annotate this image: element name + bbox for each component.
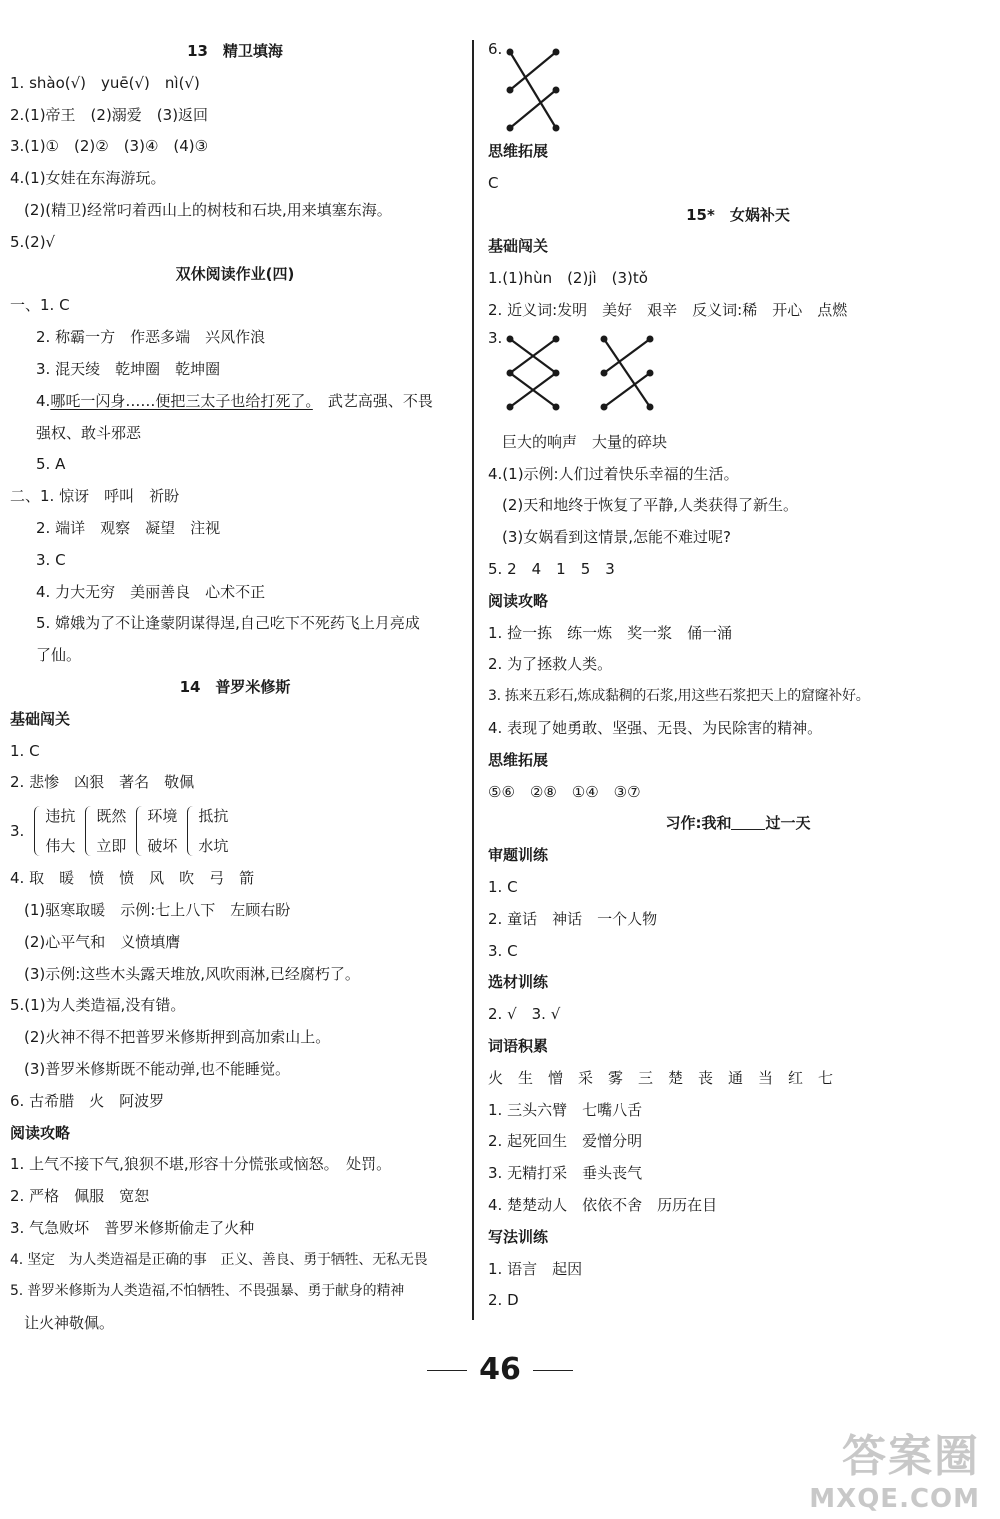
answer-line: 4. 力大无穷 美丽善良 心术不正 bbox=[36, 582, 266, 601]
answer-line: 火 生 憎 采 雾 三 楚 丧 通 当 红 七 bbox=[488, 1068, 834, 1087]
answer-line: 4. 楚楚动人 依依不舍 历历在目 bbox=[488, 1195, 718, 1214]
watermark-url: MXQE.COM bbox=[809, 1484, 980, 1514]
answer-text: 武艺高强、不畏 bbox=[312, 391, 433, 410]
watermark-logo: 答案圈 bbox=[842, 1431, 980, 1482]
answer-line: 3. 无精打采 垂头丧气 bbox=[488, 1164, 643, 1183]
word-pair bbox=[198, 801, 228, 861]
word: 违抗 bbox=[45, 807, 76, 826]
cross-lines-icon bbox=[498, 36, 578, 136]
dot bbox=[507, 369, 514, 376]
answer-line: 让火神敬佩。 bbox=[24, 1314, 115, 1333]
match-line bbox=[604, 339, 650, 373]
answer-line: 5. 嫦娥为了不让逢蒙阴谋得逞,自己吃下不死药飞上月亮成 bbox=[36, 614, 420, 633]
answer-line: (2)(精卫)经常叼着西山上的树枝和石块,用来填塞东海。 bbox=[24, 200, 392, 219]
section-title: 13 精卫填海 bbox=[187, 42, 283, 60]
answer-line: 一、1. C bbox=[10, 296, 70, 315]
subsection-label: 基础闯关 bbox=[488, 237, 549, 256]
answer-line: 1. 语言 起因 bbox=[488, 1259, 583, 1278]
answer-line: 3. C bbox=[488, 941, 518, 960]
answer-line: 2. D bbox=[488, 1291, 519, 1310]
answer-line: (3)普罗米修斯既不能动弹,也不能睡觉。 bbox=[24, 1059, 291, 1078]
section-title: 双休阅读作业(四) bbox=[175, 264, 295, 283]
answer-line: 5. A bbox=[36, 455, 66, 474]
match-line bbox=[510, 90, 556, 128]
answer-line: 4. 取 暖 愤 愤 风 吹 弓 箭 bbox=[10, 869, 255, 888]
column-divider bbox=[472, 40, 474, 1320]
answer-line: 巨大的响声 大量的碎块 bbox=[502, 432, 668, 451]
dot bbox=[553, 335, 560, 342]
answer-line: 5.(2)√ bbox=[10, 232, 56, 251]
answer-line: ⑤⑥ ②⑧ ①④ ③⑦ bbox=[488, 782, 641, 801]
answer-number: 3. bbox=[488, 328, 503, 347]
dot bbox=[647, 403, 654, 410]
subsection-label: 基础闯关 bbox=[10, 709, 71, 728]
answer-line: 2. 悲惨 凶狠 著名 敬佩 bbox=[10, 773, 195, 792]
answer-line: (3)示例:这些木头露天堆放,风吹雨淋,已经腐朽了。 bbox=[24, 964, 360, 983]
dot bbox=[553, 87, 560, 94]
right-column bbox=[488, 36, 988, 1317]
answer-line: 1. shào(√) yuē(√) nì(√) bbox=[10, 73, 200, 92]
dot bbox=[507, 87, 514, 94]
subsection-label: 写法训练 bbox=[488, 1227, 549, 1246]
page-dash bbox=[427, 1370, 467, 1371]
answer-line: 2. 为了拯救人类。 bbox=[488, 655, 613, 674]
brace bbox=[85, 806, 92, 856]
word: 立即 bbox=[96, 837, 127, 856]
answer-line: 4.(1)女娃在东海游玩。 bbox=[10, 169, 166, 188]
word: 抵抗 bbox=[198, 807, 229, 826]
answer-line: C bbox=[488, 173, 499, 192]
answer-line: 强权、敢斗邪恶 bbox=[36, 423, 142, 442]
dot bbox=[601, 369, 608, 376]
word: 既然 bbox=[96, 807, 127, 826]
answer-line: (1)驱寒取暖 示例:七上八下 左顾右盼 bbox=[24, 900, 291, 919]
answer-line: 2.(1)帝王 (2)溺爱 (3)返回 bbox=[10, 105, 209, 124]
answer-line: 1. C bbox=[488, 877, 518, 896]
watermark bbox=[809, 1420, 980, 1514]
brace bbox=[136, 806, 143, 856]
answer-number: 4. bbox=[36, 391, 51, 410]
answer-line: 3. 混天绫 乾坤圈 乾坤圈 bbox=[36, 359, 221, 378]
answer-line: 2. 严格 佩服 宽恕 bbox=[10, 1187, 150, 1206]
answer-line: 3. C bbox=[36, 550, 66, 569]
answer-line: 5.(1)为人类造福,没有错。 bbox=[10, 996, 186, 1015]
word: 伟大 bbox=[45, 837, 76, 856]
title-text: 习作:我和 bbox=[665, 814, 732, 833]
section-title: 14 普罗米修斯 bbox=[179, 677, 291, 696]
answer-line: 5. 2 4 1 5 3 bbox=[488, 559, 615, 578]
word-pair bbox=[96, 801, 126, 861]
dot bbox=[647, 369, 654, 376]
answer-line: 2. 起死回生 爱憎分明 bbox=[488, 1132, 643, 1151]
word-pair bbox=[147, 801, 177, 861]
subsection-label: 思维拓展 bbox=[488, 142, 549, 160]
answer-line: 2. √ 3. √ bbox=[488, 1005, 561, 1024]
subsection-label: 选材训练 bbox=[488, 973, 549, 992]
left-column bbox=[10, 36, 460, 1340]
match-line bbox=[510, 52, 556, 128]
page-number bbox=[0, 1352, 1000, 1387]
answer-line: 3.(1)① (2)② (3)④ (4)③ bbox=[10, 137, 209, 156]
answer-line: 5. 普罗米修斯为人类造福,不怕牺牲、不畏强暴、勇于献身的精神 bbox=[10, 1283, 405, 1300]
answer-number: 6. bbox=[488, 40, 503, 58]
answer-line: 1. 捡一拣 练一炼 奖一浆 俑一涌 bbox=[488, 623, 733, 642]
brace bbox=[34, 806, 41, 856]
dot bbox=[553, 125, 560, 132]
answer-line: 1. 三头六臂 七嘴八舌 bbox=[488, 1100, 643, 1119]
word: 破坏 bbox=[147, 837, 178, 856]
dot bbox=[601, 335, 608, 342]
answer-line: 1. C bbox=[10, 741, 40, 760]
subsection-label: 思维拓展 bbox=[488, 750, 549, 769]
answer-line: (3)女娲看到这情景,怎能不难过呢? bbox=[502, 528, 731, 547]
dot bbox=[507, 403, 514, 410]
answer-line: 4.(1)示例:人们过着快乐幸福的生活。 bbox=[488, 464, 739, 483]
dot bbox=[507, 125, 514, 132]
answer-line: (2)心平气和 义愤填膺 bbox=[24, 932, 181, 951]
answer-line: 了仙。 bbox=[36, 646, 82, 665]
answer-line: 1.(1)hùn (2)jì (3)tǒ bbox=[488, 269, 648, 288]
answer-line bbox=[10, 386, 460, 418]
page-number-text: 46 bbox=[479, 1352, 521, 1387]
fill-blank bbox=[731, 815, 765, 830]
section-title bbox=[488, 808, 988, 840]
match-line bbox=[604, 339, 650, 407]
answer-line: 2. 端详 观察 凝望 注视 bbox=[36, 518, 221, 537]
answer-line: 4. 表现了她勇敢、坚强、无畏、为民除害的精神。 bbox=[488, 718, 823, 737]
matching-diagram bbox=[488, 36, 988, 136]
answer-line: 2. 近义词:发明 美好 艰辛 反义词:稀 开心 点燃 bbox=[488, 300, 848, 319]
dot bbox=[601, 403, 608, 410]
underlined-quote: 哪吒一闪身……便把三太子也给打死了。 bbox=[50, 391, 313, 410]
answer-line: 1. 上气不接下气,狼狈不堪,形容十分慌张或恼怒。 处罚。 bbox=[10, 1155, 392, 1174]
answer-line: 3. 气急败坏 普罗米修斯偷走了火种 bbox=[10, 1218, 255, 1237]
dot bbox=[507, 335, 514, 342]
dot bbox=[553, 403, 560, 410]
matching-diagram bbox=[488, 327, 988, 427]
brace-group bbox=[10, 799, 460, 863]
subsection-label: 词语积累 bbox=[488, 1036, 549, 1055]
answer-line: 4. 坚定 为人类造福是正确的事 正义、善良、勇于牺牲、无私无畏 bbox=[10, 1251, 428, 1268]
answer-line: 3. 拣来五彩石,炼成黏稠的石浆,用这些石浆把天上的窟窿补好。 bbox=[488, 688, 870, 705]
answer-line: 2. 称霸一方 作恶多端 兴风作浪 bbox=[36, 328, 266, 347]
match-line bbox=[510, 52, 556, 90]
subsection-label: 阅读攻略 bbox=[10, 1123, 71, 1142]
page-dash bbox=[533, 1370, 573, 1371]
cross-lines-icon bbox=[592, 327, 672, 427]
word: 环境 bbox=[147, 807, 178, 826]
title-text: 过一天 bbox=[765, 814, 811, 833]
subsection-label: 审题训练 bbox=[488, 846, 549, 865]
answer-line: 6. 古希腊 火 阿波罗 bbox=[10, 1091, 165, 1110]
answer-number: 3. bbox=[10, 822, 25, 841]
dot bbox=[553, 369, 560, 376]
cross-lines-icon bbox=[498, 327, 578, 427]
answer-line: (2)火神不得不把普罗米修斯押到高加索山上。 bbox=[24, 1028, 331, 1047]
match-line bbox=[604, 373, 650, 407]
brace bbox=[187, 806, 194, 856]
word: 水坑 bbox=[198, 837, 229, 856]
answer-line: 二、1. 惊讶 呼叫 祈盼 bbox=[10, 487, 180, 506]
answer-line: 2. 童话 神话 一个人物 bbox=[488, 909, 658, 928]
dot bbox=[647, 335, 654, 342]
dot bbox=[507, 49, 514, 56]
word-pair bbox=[45, 801, 75, 861]
answer-line: (2)天和地终于恢复了平静,人类获得了新生。 bbox=[502, 496, 799, 515]
subsection-label: 阅读攻略 bbox=[488, 591, 549, 610]
section-title: 15* 女娲补天 bbox=[686, 205, 790, 224]
dot bbox=[553, 49, 560, 56]
